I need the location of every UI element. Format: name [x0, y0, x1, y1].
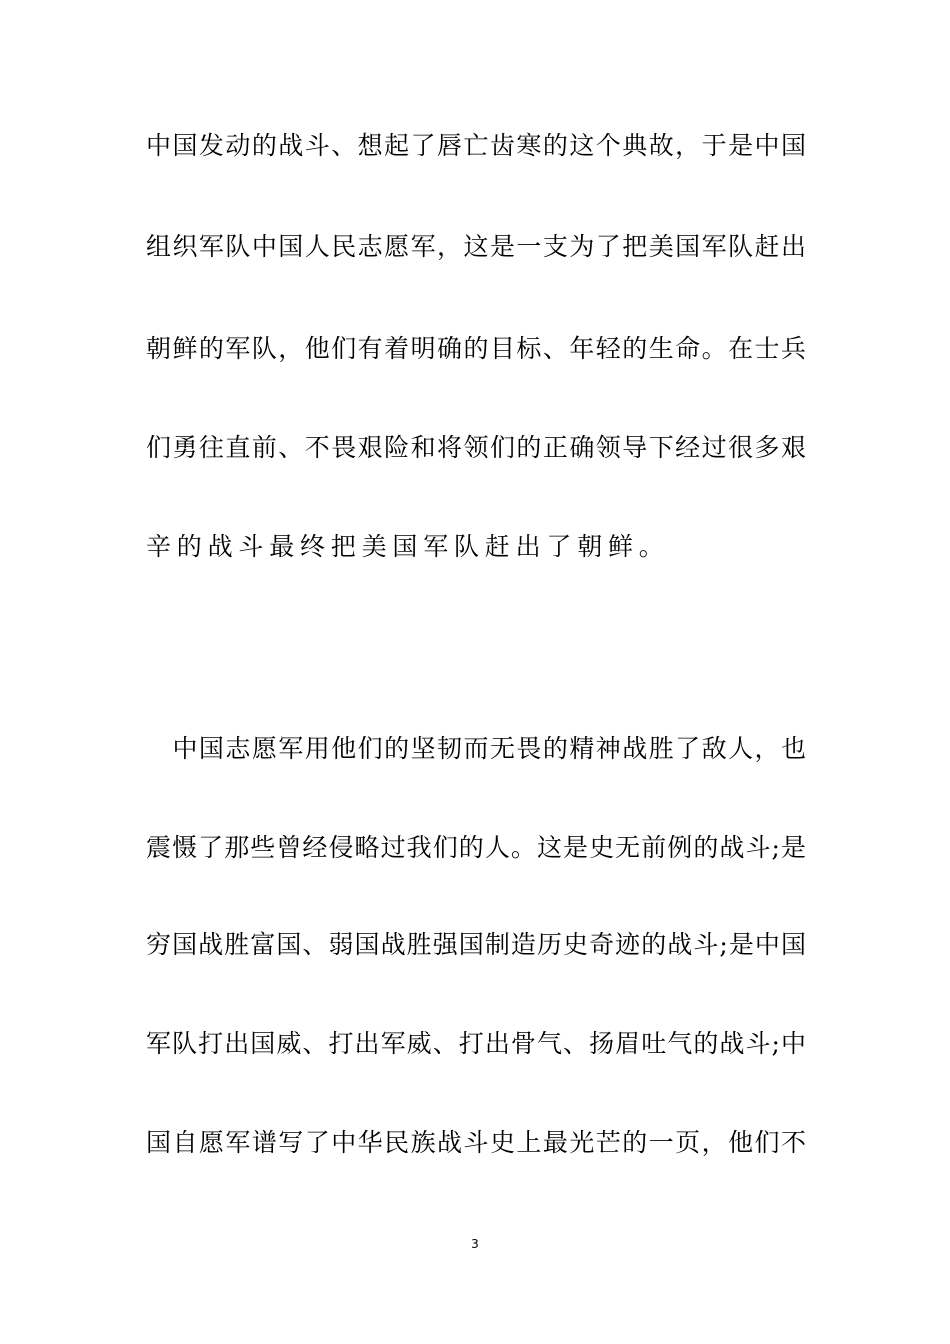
text-line: 中国发动的战斗、想起了唇亡齿寒的这个典故，于是中国 [146, 131, 806, 160]
text-line: 穷国战胜富国、弱国战胜强国制造历史奇迹的战斗;是中国 [146, 930, 806, 959]
text-line: 辛的战斗最终把美国军队赶出了朝鲜。 [146, 532, 670, 561]
page-number: 3 [471, 1237, 479, 1251]
text-line: 们勇往直前、不畏艰险和将领们的正确领导下经过很多艰 [146, 433, 806, 462]
text-line: 军队打出国威、打出军威、打出骨气、扬眉吐气的战斗;中 [146, 1029, 806, 1058]
text-line: 国自愿军谱写了中华民族战斗史上最光芒的一页，他们不 [146, 1128, 806, 1157]
text-line: 中国志愿军用他们的坚韧而无畏的精神战胜了敌人，也 [146, 734, 806, 763]
text-line: 震慑了那些曾经侵略过我们的人。这是史无前例的战斗;是 [146, 833, 806, 862]
text-line: 组织军队中国人民志愿军，这是一支为了把美国军队赶出 [146, 232, 806, 261]
text-line: 朝鲜的军队，他们有着明确的目标、年轻的生命。在士兵 [146, 334, 806, 363]
